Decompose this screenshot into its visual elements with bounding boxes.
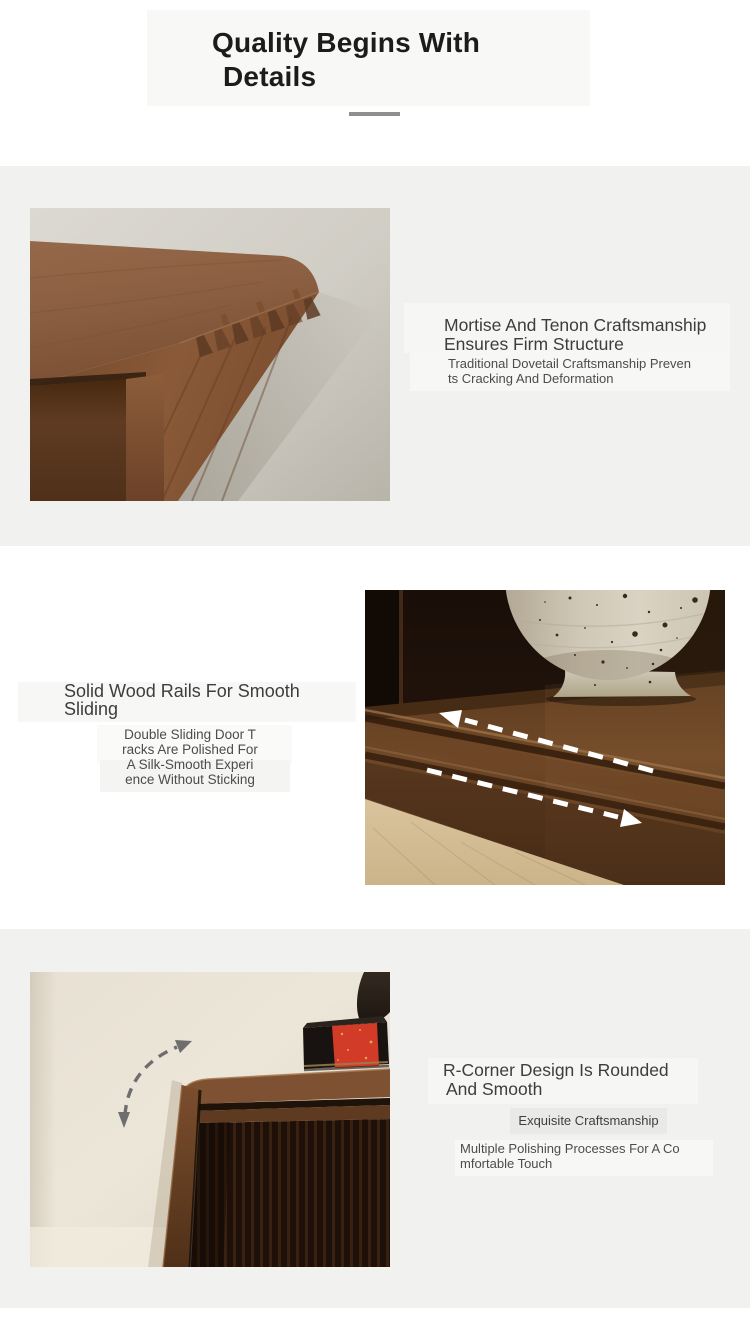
section3-description: Multiple Polishing Processes For A Co mfortable Touch <box>460 1141 680 1171</box>
product-image-sliding-rails <box>365 590 725 885</box>
title-underline <box>349 112 400 116</box>
section2-description: Double Sliding Door T racks Are Polished For A Silk-Smooth Experi ence Without Sticking <box>122 727 258 787</box>
frame-stile <box>126 374 164 501</box>
page-title <box>212 26 480 94</box>
gift-box-with-red-ribbon <box>303 1016 389 1070</box>
dark-decor-object <box>357 972 390 1022</box>
craftsmanship-badge: Exquisite Craftsmanship <box>510 1108 667 1134</box>
section2-title: Solid Wood Rails For Smooth Sliding <box>64 681 300 719</box>
recessed-panel <box>30 379 126 501</box>
section1-description: Traditional Dovetail Craftsmanship Preven ts Cracking And Deformation <box>448 356 692 386</box>
section3-title: R-Corner Design Is Rounded And Smooth <box>443 1060 669 1099</box>
section1-title: Mortise And Tenon Craftsmanship Ensures Firm Structure <box>444 315 707 354</box>
page-title-line2: Details <box>223 61 317 92</box>
product-image-dovetail-corner <box>30 208 390 501</box>
product-image-rounded-corner <box>30 972 390 1267</box>
page-title-line1: Quality Begins With <box>212 27 481 58</box>
